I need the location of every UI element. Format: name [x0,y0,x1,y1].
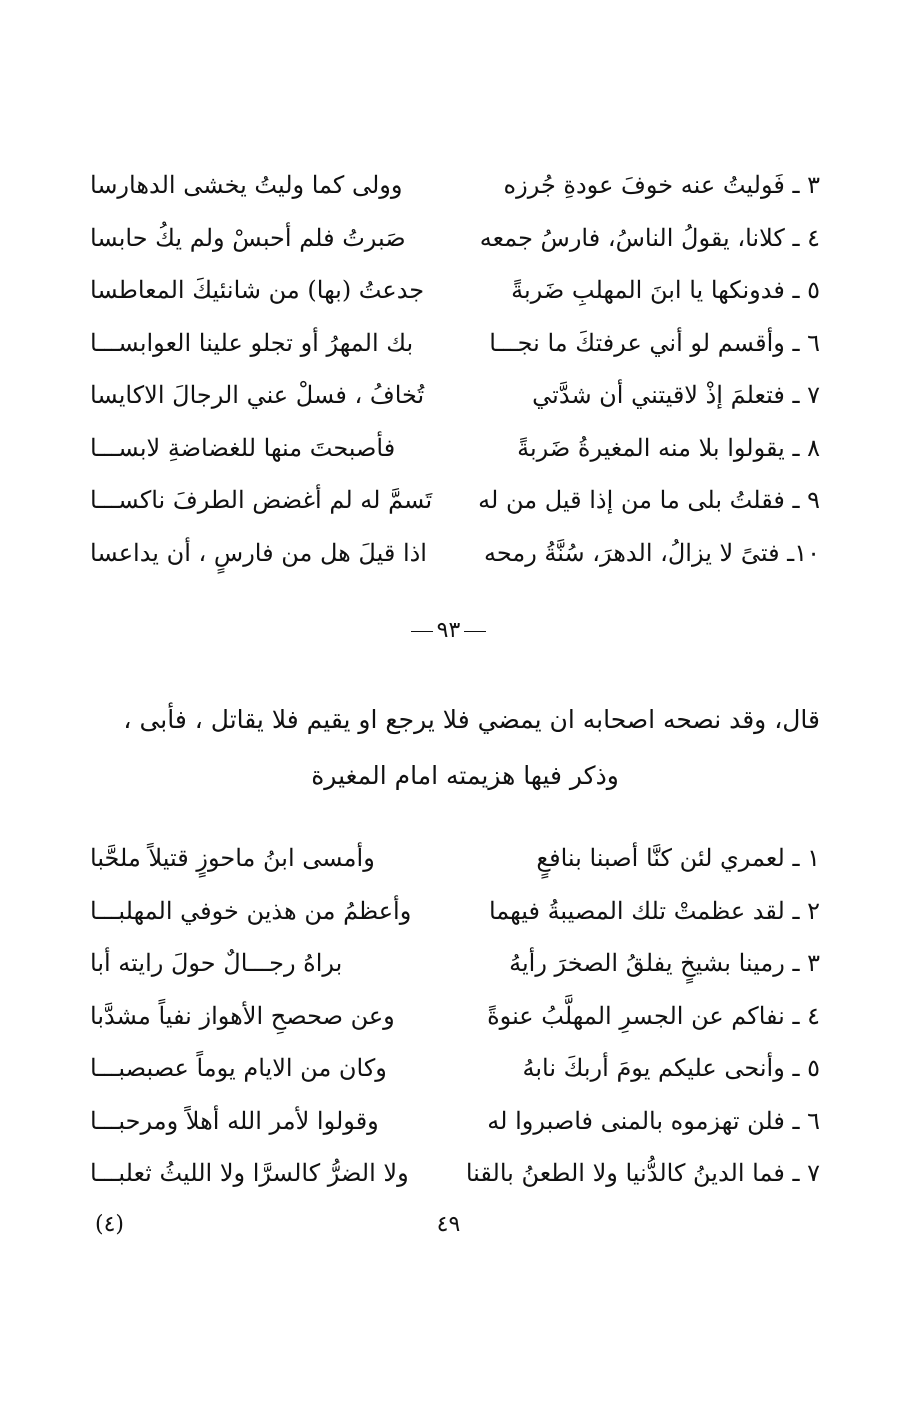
verse-first-hemistich: ١٠ـ فتىً لا يزالُ، الدهرَ، سُنَّةُ رمحه [483,538,820,567]
verse-second-hemistich: صَبرتُ فلم أحبسْ ولم يكُ حابسا [90,223,406,252]
verse-first-hemistich: ٩ ـ فقلتُ بلى ما من إذا قيل من له [478,486,820,515]
verse-second-hemistich: ولا الضرُّ كالسرَّا ولا الليثُ ثعلبـــا [90,1159,409,1188]
verse-second-hemistich: وقولوا لأمر الله أهلاً ومرحبـــا [90,1106,379,1135]
verse-first-hemistich: ٤ ـ نفاكم عن الجسرِ المهلَّبُ عنوةً [487,1001,820,1030]
poem-number-text: ٩٣ [436,618,461,643]
verse-line [90,527,820,580]
verse-first-hemistich: ٨ ـ يقولوا بلا منه المغيرةُ ضَربةً [517,433,820,462]
intro-line-1: قال، وقد نصحه اصحابه ان يمضي فلا يرجع او يقيم فلا يقاتل ، فأبى ، [123,705,820,734]
verse-line [90,990,820,1043]
verse-second-hemistich: وأعظمُ من هذين خوفي المهلبـــا [90,896,412,925]
verse-line [90,937,820,990]
verse-second-hemistich: تَسمَّ له لم أغضض الطرفَ ناكســـا [90,486,433,515]
poem-number [0,618,897,643]
verse-line [90,1042,820,1095]
verse-second-hemistich: بك المهرُ أو تجلو علينا العوابســـا [90,328,414,357]
bottom-poem [90,832,820,1200]
verse-second-hemistich: جدعتُ (بها) من شانئيكَ المعاطسا [90,276,425,305]
verse-second-hemistich: وولى كما وليتُ يخشى الدهارسا [90,171,403,200]
verse-second-hemistich: وكان من الايام يوماً عصبصبـــا [90,1054,387,1083]
verse-first-hemistich: ٣ ـ فَوليتُ عنه خوفَ عودةِ جُرزه [503,171,820,200]
verse-line [90,264,820,317]
verse-first-hemistich: ١ ـ لعمري لئن كنَّا أصبنا بنافعٍ [536,844,820,873]
dash-right [411,631,433,632]
verse-first-hemistich: ٧ ـ فما الدينُ كالدُّنيا ولا الطعنُ بالقنا [465,1159,820,1188]
page-number: ٤٩ [436,1212,461,1237]
verse-second-hemistich: وأمسى ابنُ ماحوزٍ قتيلاً ملحَّبا [90,844,375,873]
verse-line [90,159,820,212]
verse-first-hemistich: ٦ ـ وأقسم لو أني عرفتكَ ما نجـــا [489,328,820,357]
verse-line [90,1095,820,1148]
verse-line [90,422,820,475]
signature-mark: (٤) [95,1212,125,1237]
verse-first-hemistich: ٣ ـ رمينا بشيخٍ يفلقُ الصخرَ رأيهُ [509,949,820,978]
verse-first-hemistich: ٢ ـ لقد عظمتْ تلك المصيبةُ فيهما [488,896,820,925]
verse-line [90,317,820,370]
top-poem [90,159,820,579]
verse-second-hemistich: براهُ رجـــالٌ حولَ رايته أبا [90,949,343,978]
dash-left [464,631,486,632]
intro-line-2: وذكر فيها هزيمته امام المغيرة [311,761,619,790]
verse-line [90,885,820,938]
verse-first-hemistich: ٤ ـ كلانا، يقولُ الناسُ، فارسُ جمعه [479,223,820,252]
verse-line [90,1147,820,1200]
poem-intro [110,692,820,804]
verse-second-hemistich: فأصبحتَ منها للغضاضةِ لابســـا [90,433,396,462]
verse-first-hemistich: ٥ ـ وأنحى عليكم يومَ أربكَ نابهُ [522,1054,820,1083]
verse-second-hemistich: تُخافُ ، فسلْ عني الرجالَ الاكايسا [90,381,425,410]
verse-first-hemistich: ٦ ـ فلن تهزموه بالمنى فاصبروا له [487,1106,820,1135]
verse-line [90,369,820,422]
verse-first-hemistich: ٧ ـ فتعلمَ إذْ لاقيتني أن شدَّتي [532,381,820,410]
verse-second-hemistich: اذا قيلَ هل من فارسٍ ، أن يداعسا [90,538,427,567]
verse-line [90,212,820,265]
verse-second-hemistich: وعن صحصحِ الأهواز نفياً مشدَّبا [90,1001,395,1030]
verse-line [90,832,820,885]
verse-first-hemistich: ٥ ـ فدونكها يا ابنَ المهلبِ ضَربةً [511,276,820,305]
verse-line [90,474,820,527]
